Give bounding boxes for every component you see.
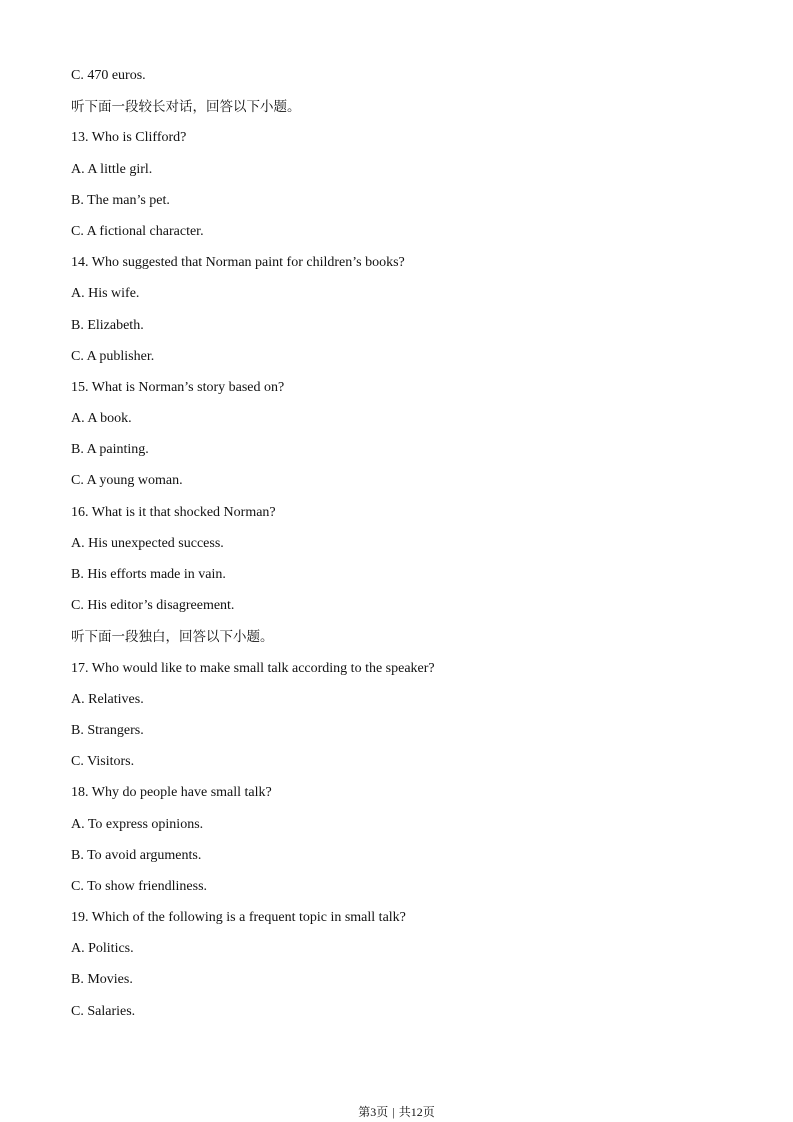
- answer-option: C. A young woman.: [71, 473, 183, 489]
- question-text: 13. Who is Clifford?: [71, 130, 187, 146]
- question-list: [71, 66, 731, 1033]
- answer-option: C. A fictional character.: [71, 223, 204, 239]
- page-footer: [0, 1104, 793, 1120]
- question-text: 14. Who suggested that Norman paint for children’s books?: [71, 255, 405, 271]
- section-instruction: 听下面一段较长对话，回答以下小题。: [71, 99, 301, 116]
- answer-option: B. Movies.: [71, 972, 133, 988]
- answer-option: C. 470 euros.: [71, 68, 146, 83]
- answer-option: B. To avoid arguments.: [71, 847, 202, 863]
- question-text: 17. Who would like to make small talk according to the speaker?: [71, 660, 435, 676]
- answer-option: A. A book.: [71, 411, 132, 427]
- answer-option: C. A publisher.: [71, 348, 155, 364]
- answer-option: B. Elizabeth.: [71, 317, 144, 333]
- answer-option: C. Salaries.: [71, 1003, 136, 1019]
- question-text: 15. What is Norman’s story based on?: [71, 379, 285, 395]
- answer-option: A. Politics.: [71, 941, 134, 957]
- answer-option: A. To express opinions.: [71, 816, 204, 832]
- footer-separator: |: [392, 1105, 395, 1119]
- answer-option: A. Relatives.: [71, 691, 144, 707]
- answer-option: B. A painting.: [71, 442, 149, 458]
- section-instruction: 听下面一段独白，回答以下小题。: [71, 629, 274, 646]
- answer-option: A. His wife.: [71, 286, 140, 302]
- question-text: 18. Why do people have small talk?: [71, 785, 272, 801]
- answer-option: C. Visitors.: [71, 754, 135, 770]
- answer-option: C. His editor’s disagreement.: [71, 598, 235, 614]
- page-number: 第3页: [358, 1105, 389, 1119]
- question-text: 19. Which of the following is a frequent topic in small talk?: [71, 910, 406, 926]
- answer-option: C. To show friendliness.: [71, 878, 208, 894]
- answer-option: B. His efforts made in vain.: [71, 567, 226, 582]
- answer-option: A. His unexpected success.: [71, 535, 224, 551]
- question-text: 16. What is it that shocked Norman?: [71, 504, 276, 520]
- answer-option: B. The man’s pet.: [71, 192, 170, 208]
- answer-option: A. A little girl.: [71, 161, 153, 177]
- page-total: 共12页: [398, 1105, 435, 1119]
- answer-option: B. Strangers.: [71, 722, 144, 738]
